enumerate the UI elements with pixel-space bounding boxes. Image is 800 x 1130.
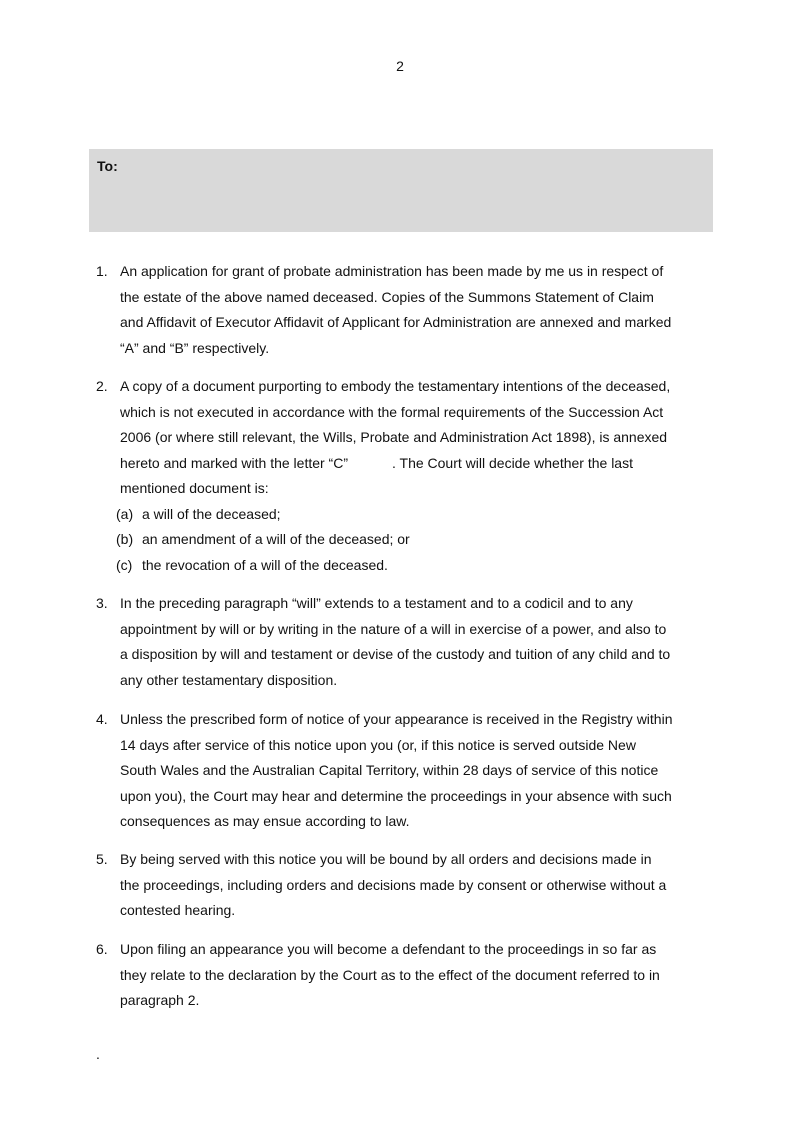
paragraph-line: paragraph 2. — [120, 992, 200, 1008]
paragraph-line: which is not executed in accordance with the formal requirements of the Succession Act — [120, 403, 664, 420]
paragraph-line: South Wales and the Australian Capital Territory, within 28 days of service of this notice — [120, 762, 659, 778]
paragraph-2 — [96, 374, 716, 578]
paragraph-line: “A” and “B” respectively. — [120, 339, 270, 356]
paragraph-4 — [96, 707, 716, 835]
paragraph-number: 4. — [96, 711, 108, 727]
paragraph-line: contested hearing. — [120, 902, 236, 918]
paragraph-number: 1. — [96, 263, 108, 279]
paragraph-5 — [96, 847, 716, 924]
sub-item: (c) the revocation of a will of the deceased. — [96, 553, 716, 579]
paragraph-line: a disposition by will and testament or devise of the custody and tuition of any child and to — [120, 646, 671, 662]
paragraph-line: 3. In the preceding paragraph “will” extends to a testament and to a codicil and to any — [96, 591, 716, 617]
trailing-mark: . — [96, 1046, 100, 1062]
paragraph-line: mentioned document is: — [120, 480, 269, 496]
paragraph-line: the estate of the above named deceased. Copies of the Summons Statement of Claim — [120, 288, 654, 305]
paragraph-number: 3. — [96, 595, 108, 611]
page-number: 2 — [396, 58, 404, 74]
to-label: To: — [97, 158, 118, 174]
paragraph-line: appointment by will or by writing in the nature of a will in exercise of a power, and also to — [120, 620, 667, 637]
paragraph-line: 5. By being served with this notice you will be bound by all orders and decisions made in — [96, 847, 716, 873]
paragraph-line: the proceedings, including orders and decisions made by consent or otherwise without a — [120, 876, 667, 893]
paragraph-1 — [96, 259, 716, 361]
paragraph-number: 5. — [96, 851, 108, 867]
sub-item-label: (c) — [116, 556, 133, 573]
paragraph-3 — [96, 591, 716, 693]
paragraph-number: 6. — [96, 941, 108, 957]
paragraph-line: 14 days after service of this notice upon you (or, if this notice is served outside New — [120, 736, 636, 753]
paragraph-line: any other testamentary disposition. — [120, 671, 338, 688]
paragraph-line: 2006 (or where still relevant, the Wills, Probate and Administration Act 1898), is annexed — [120, 429, 668, 445]
paragraph-line: 6. Upon filing an appearance you will become a defendant to the proceedings in so far as — [96, 937, 716, 963]
paragraph-number: 2. — [96, 378, 108, 394]
paragraph-line: they relate to the declaration by the Court as to the effect of the document referred to in — [120, 966, 660, 983]
paragraph-line: consequences as may ensue according to law. — [120, 813, 410, 829]
sub-item-label: (a) — [116, 505, 134, 522]
paragraph-line: upon you), the Court may hear and determine the proceedings in your absence with such — [120, 787, 672, 804]
sub-item-label: (b) — [116, 531, 134, 547]
paragraph-line: 2. A copy of a document purporting to embody the testamentary intentions of the deceased, — [96, 374, 716, 400]
sub-item: (b) an amendment of a will of the deceased; or — [96, 527, 716, 553]
recipient-box — [89, 149, 713, 232]
paragraph-line: 1. An application for grant of probate administration has been made by me us in respect of — [96, 259, 716, 285]
paragraph-line: and Affidavit of Executor Affidavit of Applicant for Administration are annexed and marked — [120, 314, 672, 330]
sub-item: (a) a will of the deceased; — [96, 502, 716, 528]
paragraph-line: hereto and marked with the letter “C” . The Court will decide whether the last — [120, 454, 633, 471]
paragraph-6 — [96, 937, 716, 1014]
paragraph-line: 4. Unless the prescribed form of notice of your appearance is received in the Registry within — [96, 707, 716, 733]
